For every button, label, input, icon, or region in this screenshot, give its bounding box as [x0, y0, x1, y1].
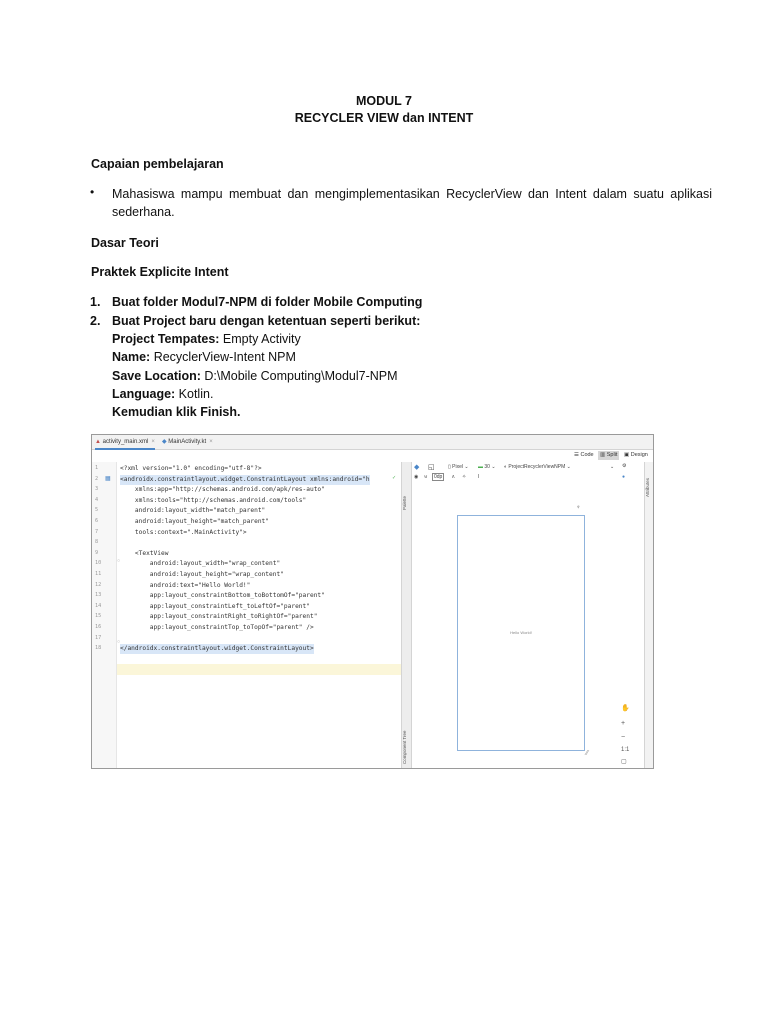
detail-value: Kotlin. — [178, 387, 214, 401]
attributes-strip — [644, 462, 654, 768]
detail-value: RecyclerView-Intent NPM — [153, 350, 296, 364]
split-mode-label: Split — [606, 452, 618, 458]
step-text: Buat folder Modul7-NPM di folder Mobile Computing — [112, 295, 423, 309]
android-studio-screenshot — [91, 434, 654, 769]
code-line: </androidx.constraintlayout.widget.ConstraintLayout> — [120, 645, 314, 653]
kotlin-file-icon: ◆ — [162, 439, 167, 445]
code-mode-button[interactable]: ☰ Code — [574, 452, 594, 458]
margin-label: 0dp — [434, 474, 443, 480]
step-number: 1. — [90, 295, 101, 309]
bullet-icon: • — [90, 185, 95, 199]
split-mode-button[interactable]: ▥ Split — [600, 452, 618, 458]
clear-constraints-icon[interactable]: ʌ — [452, 474, 455, 480]
fold-icon[interactable]: ○ — [117, 558, 121, 564]
code-line: tools:context=".MainActivity"> — [120, 528, 247, 536]
step-number: 2. — [90, 314, 101, 328]
code-line: app:layout_constraintTop_toTopOf="parent" /> — [120, 624, 314, 631]
line-number: 3 — [95, 486, 99, 493]
code-line: xmlns:tools="http://schemas.android.com/tools" — [120, 496, 307, 504]
detail-label: Save Location: — [112, 369, 205, 383]
line-number: 7 — [95, 528, 99, 535]
line-number: 10 — [95, 560, 102, 567]
line-number: 14 — [95, 602, 102, 609]
palette-tab[interactable]: Palette — [402, 495, 407, 510]
device-selector[interactable]: ▯ Pixel ⌄ — [448, 464, 469, 470]
detail-label: Language: — [112, 387, 179, 401]
detail-label: Kemudian klik Finish. — [112, 405, 241, 419]
zoom-out-icon[interactable]: − — [621, 734, 626, 741]
code-line: android:layout_height="wrap_content" — [120, 571, 284, 578]
component-tree-tab[interactable]: Component Tree — [402, 730, 407, 764]
settings-icon[interactable]: ⚙ — [622, 463, 627, 469]
code-line: android:text="Hello World!" — [120, 581, 251, 589]
editor-tabs — [92, 435, 653, 450]
line-number: 4 — [95, 496, 99, 503]
close-icon[interactable]: × — [209, 439, 213, 445]
pin-icon: ♆ — [576, 505, 581, 511]
current-line-highlight — [92, 664, 401, 675]
line-number: 16 — [95, 624, 102, 630]
view-options-icon[interactable]: ◉ — [414, 474, 419, 480]
module-subtitle: RECYCLER VIEW dan INTENT — [294, 111, 474, 125]
code-mode-label: Code — [580, 452, 594, 458]
tab-main-activity[interactable] — [162, 437, 213, 448]
line-number: 12 — [95, 581, 102, 588]
line-number: 6 — [95, 518, 99, 524]
tab-label: activity_main.xml — [102, 439, 149, 445]
design-preview — [412, 462, 642, 768]
attributes-tab[interactable]: Attributes — [645, 477, 650, 497]
zoom-fit-icon[interactable]: 1:1 — [621, 747, 630, 753]
line-number: 11 — [95, 571, 102, 577]
bullet-item: Mahasiswa mampu membuat dan mengimplementasikan RecyclerView dan Intent dalam suatu aplikasi sederhana. — [112, 187, 712, 219]
detail-label: Project Tempates: — [112, 332, 223, 346]
code-line: android:layout_width="wrap_content" — [120, 560, 281, 568]
magnet-icon[interactable]: ⊍ — [424, 474, 428, 480]
code-editor[interactable] — [92, 462, 401, 768]
xml-file-icon: ▲ — [95, 439, 101, 445]
line-number: 8 — [95, 539, 99, 546]
design-mode-button[interactable]: ▣ Design — [624, 452, 648, 458]
code-line: <androidx.constraintlayout.widget.ConstraintLayout xmlns:android="h — [120, 475, 370, 483]
infer-constraints-icon[interactable]: ✧ — [462, 474, 467, 480]
line-number: 1 — [95, 465, 99, 471]
theme-selector[interactable]: ◐ ProjectRecyclerViewNPM ⌄ — [504, 464, 571, 470]
detail-value: D:\Mobile Computing\Modul7-NPM — [204, 369, 398, 383]
margin-selector[interactable] — [432, 473, 444, 481]
chevron-down-icon[interactable]: ⌄ — [610, 464, 615, 470]
theme-label: ProjectRecyclerViewNPM — [508, 464, 566, 470]
code-line: app:layout_constraintRight_toRightOf="parent" — [120, 613, 318, 621]
line-number: 13 — [95, 592, 102, 599]
tab-activity-main[interactable] — [95, 437, 155, 450]
line-number: 5 — [95, 507, 99, 514]
code-line: app:layout_constraintLeft_toLeftOf="parent" — [120, 602, 310, 610]
line-number: 18 — [95, 645, 102, 652]
code-line: android:layout_height="match_parent" — [120, 518, 270, 525]
code-line: <?xml version="1.0" encoding="utf-8"?> — [120, 465, 262, 472]
design-mode-label: Design — [630, 452, 648, 458]
line-number: 2 — [95, 475, 99, 482]
view-mode-bar — [92, 450, 653, 461]
design-toolbar — [412, 462, 642, 484]
heading-dasar-teori: Dasar Teori — [91, 236, 159, 250]
line-number: 9 — [95, 549, 99, 556]
zoom-in-icon[interactable]: + — [621, 720, 626, 727]
line-number: 17 — [95, 634, 102, 641]
detail-label: Name: — [112, 350, 154, 364]
api-selector[interactable]: ▬ 30 ⌄ — [478, 464, 496, 470]
palette-strip — [401, 462, 412, 768]
code-line: <TextView — [120, 549, 169, 557]
line-number: 15 — [95, 613, 102, 620]
android-icon: ▬ — [478, 464, 483, 470]
code-line: app:layout_constraintBottom_toBottomOf="parent" — [120, 592, 325, 600]
check-icon: ✓ — [392, 475, 397, 481]
code-line: android:layout_width="match_parent" — [120, 507, 266, 515]
tab-label: MainActivity.kt — [168, 439, 207, 445]
close-icon[interactable]: × — [151, 439, 155, 445]
code-line: xmlns:app="http://schemas.android.com/apk/res-auto" — [120, 486, 325, 494]
api-label: 30 — [484, 464, 490, 470]
step-text: Buat Project baru dengan ketentuan seperti berikut: — [112, 314, 421, 328]
layout-icon: ▦ — [105, 476, 111, 482]
guidelines-icon[interactable]: I — [478, 474, 480, 480]
module-title: MODUL 7 — [355, 94, 413, 108]
resize-handle-icon[interactable]: ⁄⁄ — [586, 750, 589, 757]
device-label: Pixel — [452, 464, 463, 470]
orientation-icon[interactable]: ◱ — [428, 464, 435, 471]
pan-icon[interactable]: ✋ — [621, 705, 630, 712]
fit-screen-icon[interactable]: ▢ — [621, 759, 627, 765]
heading-praktek: Praktek Explicite Intent — [91, 265, 229, 279]
detail-value: Empty Activity — [222, 332, 301, 346]
fold-icon[interactable]: ○ — [117, 639, 121, 645]
phone-preview[interactable] — [457, 515, 585, 751]
info-icon[interactable]: ● — [622, 474, 626, 480]
heading-capaian: Capaian pembelajaran — [91, 157, 224, 171]
layers-icon[interactable]: ◆ — [414, 464, 420, 471]
preview-text: Hello World! — [510, 630, 532, 635]
